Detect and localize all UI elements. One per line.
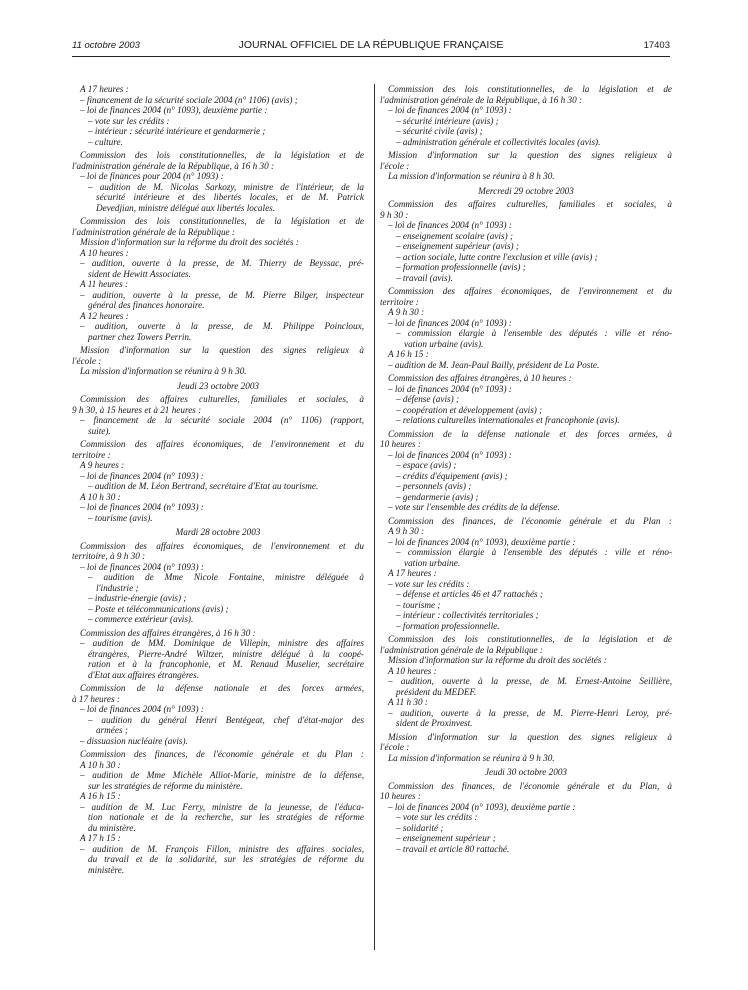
text-line: Commission des lois constitutionnelles, de la législation et de: [388, 84, 672, 94]
text-line: sur les stratégies de réforme du ministère.: [88, 780, 243, 791]
text-line: ration et à la francophonie, et M. Renaud Muselier, secrétaire: [88, 659, 364, 669]
journal-title: JOURNAL OFFICIEL DE LA RÉPUBLIQUE FRANÇAISE: [238, 39, 504, 51]
text-line: La mission d'information se réunira à 9 h 30.: [388, 752, 555, 763]
text-line: l'école :: [380, 742, 410, 752]
text-line: – industrie-énergie (avis) ;: [88, 593, 187, 603]
text-line: Commission des lois constitutionnelles, de la législation et de: [80, 216, 364, 226]
text-line: vation urbaine (avis).: [404, 338, 484, 349]
text-line: armées ;: [96, 725, 128, 735]
date-heading: Mercredi 29 octobre 2003: [478, 185, 574, 196]
text-line: – formation professionnelle.: [396, 620, 500, 631]
text-line: – audition de Mme Michèle Alliot-Marie, ministre de la défense,: [80, 770, 364, 780]
text-line: – audition de M. François Fillon, ministre des affaires sociales,: [80, 843, 364, 854]
text-line: – loi de finances 2004 (n° 1093) :: [80, 704, 204, 714]
text-line: – vote sur les crédits :: [396, 812, 478, 822]
text-line: A 9 heures :: [80, 460, 125, 470]
text-line: territoire :: [380, 296, 419, 307]
text-line: président du MEDEF.: [396, 686, 477, 697]
text-line: A 17 heures :: [80, 84, 129, 94]
date-heading: Mardi 28 octobre 2003: [175, 527, 261, 537]
text-line: vation urbaine.: [404, 557, 461, 568]
text-line: Commission des finances, de l'économie générale et du Plan :: [80, 749, 364, 759]
text-line: – audition, ouverte à la presse, de M. Pierre-Henri Leroy, pré-: [388, 707, 672, 718]
text-line: ministère.: [88, 864, 125, 875]
text-line: A 11 h 30 :: [388, 697, 428, 707]
right-column: [380, 84, 672, 854]
text-line: – loi de finances 2004 (n° 1093), deuxième partie :: [388, 536, 576, 547]
text-line: l'administration générale de la République :: [380, 644, 543, 655]
text-line: sident de Proxinvest.: [396, 718, 473, 728]
text-line: Devedjian, ministre délégué aux libertés locales.: [96, 202, 276, 213]
text-line: – enseignement supérieur ;: [396, 833, 496, 843]
text-line: – loi de finances 2004 (n° 1093) :: [388, 383, 512, 394]
text-line: – défense (avis) ;: [396, 394, 460, 404]
text-line: – commerce extérieur (avis).: [88, 614, 194, 624]
text-line: tion nationale et de la recherche, sur les stratégies de réforme: [88, 812, 364, 822]
text-line: – loi de finances 2004 (n° 1093) :: [388, 105, 512, 115]
text-line: Commission des finances, de l'économie générale et du Plan, à: [388, 780, 672, 791]
text-line: Commission des lois constitutionnelles, de la législation et de: [388, 634, 672, 644]
text-line: – intérieur : collectivités territoriales ;: [396, 610, 539, 620]
text-line: – audition de Mme Nicole Fontaine, ministre déléguée à: [88, 572, 364, 582]
text-line: A 10 h 30 :: [80, 491, 121, 502]
text-line: l'administration générale de la République, à 16 h 30 :: [380, 94, 583, 105]
text-line: – audition de M. Nicolas Sarkozy, ministre de l'intérieur, de la: [88, 181, 364, 192]
text-line: Commission des affaires économiques, de l'environnement et du: [80, 439, 364, 449]
text-line: – loi de finances 2004 (n° 1093) :: [388, 449, 512, 460]
text-line: l'industrie ;: [96, 582, 139, 593]
text-line: l'école :: [380, 160, 410, 171]
page-header: [72, 39, 670, 55]
text-line: – travail et article 80 rattaché.: [396, 843, 510, 854]
text-line: Commission des affaires économiques, de l'environnement et du: [388, 286, 672, 296]
text-line: La mission d'information se réunira à 9 h 30.: [80, 366, 247, 376]
text-line: – personnels (avis) ;: [396, 481, 472, 491]
text-line: Mission d'information sur la réforme du droit des sociétés :: [388, 655, 607, 665]
text-line: – financement de la sécurité sociale 2004 (n° 1106) (rapport,: [80, 415, 364, 425]
text-line: – sécurité intérieure (avis) ;: [396, 115, 499, 126]
text-line: – défense et articles 46 et 47 rattachés ;: [396, 589, 543, 599]
text-line: – intérieur : sécurité intérieure et gendarmerie ;: [88, 126, 266, 136]
text-line: – relations culturelles internationales et francophonie (avis).: [396, 415, 620, 425]
text-line: sident de Hewitt Associates.: [88, 268, 191, 279]
text-line: – loi de finances 2004 (n° 1093) :: [80, 470, 204, 481]
text-line: 10 heures :: [380, 791, 421, 801]
text-line: A 16 h 15 :: [388, 349, 429, 359]
text-line: du travail et de la solidarité, sur les stratégies de réforme du: [88, 854, 364, 864]
text-line: – loi de finances pour 2004 (n° 1093) :: [80, 171, 224, 181]
text-line: A 10 heures :: [388, 665, 437, 676]
text-line: A 9 h 30 :: [388, 307, 425, 317]
text-line: – audition, ouverte à la presse, de M. Pierre Bilger, inspecteur: [80, 289, 364, 300]
text-line: Commission des affaires économiques, de l'environnement et du: [80, 540, 364, 551]
text-line: Commission des affaires culturelles, familiales et sociales, à: [80, 394, 364, 404]
text-line: – Poste et télécommunications (avis) ;: [88, 603, 229, 614]
text-line: Mission d'information sur la réforme du droit des sociétés :: [80, 237, 299, 247]
text-line: A 10 heures :: [80, 247, 129, 258]
text-line: Mission d'information sur la question des signes religieux à: [80, 345, 364, 355]
header-date: 11 octobre 2003: [72, 40, 140, 51]
text-line: – loi de finances 2004 (n° 1093) :: [388, 220, 512, 230]
date-heading: Jeudi 23 octobre 2003: [176, 380, 260, 391]
text-line: – audition du général Henri Bentégeat, chef d'état-major des: [88, 714, 364, 725]
text-line: – formation professionnelle (avis) ;: [396, 262, 526, 272]
text-line: A 12 heures :: [80, 310, 129, 321]
text-line: – administration générale et collectivités locales (avis).: [396, 136, 601, 147]
text-line: – loi de finances 2004 (n° 1093), deuxième partie :: [80, 105, 268, 115]
text-line: A 9 h 30 :: [388, 526, 425, 536]
text-line: – financement de la sécurité sociale 2004 (n° 1106) (avis) ;: [80, 94, 298, 105]
text-line: – vote sur les crédits :: [388, 578, 470, 589]
left-column: [72, 84, 364, 875]
text-line: A 16 h 15 :: [80, 791, 121, 801]
text-line: – tourisme ;: [396, 599, 441, 610]
date-heading: Jeudi 30 octobre 2003: [484, 767, 568, 777]
text-line: – solidarité ;: [396, 822, 444, 833]
text-line: 9 h 30, à 15 heures et à 21 heures :: [72, 404, 202, 415]
text-line: d'Etat aux affaires étrangères.: [88, 669, 200, 680]
text-line: A 10 h 30 :: [80, 759, 121, 770]
text-line: – travail (avis).: [396, 272, 453, 283]
text-line: – culture.: [88, 136, 123, 147]
text-line: – audition de MM. Dominique de Villepin, ministre des affaires: [80, 638, 364, 648]
text-line: – sécurité civile (avis) ;: [396, 126, 483, 136]
column-divider: [374, 84, 375, 950]
text-line: – audition, ouverte à la presse, de M. Ernest-Antoine Seillière,: [388, 676, 672, 686]
text-line: Commission des lois constitutionnelles, de la législation et de: [80, 150, 364, 160]
text-line: suite).: [88, 425, 111, 436]
text-line: – tourisme (avis).: [88, 512, 153, 523]
text-line: Commission de la défense nationale et des forces armées,: [80, 683, 364, 693]
text-line: – audition de M. Jean-Paul Bailly, président de La Poste.: [388, 359, 600, 370]
text-line: étrangères, Pierre-André Wiltzer, ministre délégué à la coopé-: [88, 648, 364, 659]
page-number: 17403: [643, 40, 670, 51]
text-line: – audition, ouverte à la presse, de M. Thierry de Beyssac, pré-: [80, 258, 364, 268]
text-line: A 17 h 15 :: [80, 833, 121, 843]
text-line: – commission élargie à l'ensemble des députés : ville et réno-: [396, 547, 672, 557]
header-rule: [72, 56, 670, 57]
text-line: – coopération et développement (avis) ;: [396, 404, 543, 415]
text-line: 10 heures :: [380, 439, 421, 449]
text-line: Commission des affaires culturelles, familiales et sociales, à: [388, 199, 672, 209]
text-line: du ministère.: [88, 822, 136, 833]
text-line: – vote sur l'ensemble des crédits de la défense.: [388, 502, 560, 512]
text-line: Commission de la défense nationale et des forces armées, à: [388, 428, 672, 439]
text-line: – loi de finances 2004 (n° 1093) :: [80, 502, 204, 512]
text-line: La mission d'information se réunira à 8 h 30.: [388, 171, 555, 181]
text-line: partner chez Towers Perrin.: [88, 331, 192, 342]
text-line: – gendarmerie (avis) ;: [396, 491, 479, 502]
text-line: territoire :: [72, 449, 111, 460]
text-line: – audition, ouverte à la presse, de M. Philippe Poincloux,: [80, 321, 364, 331]
text-line: – audition de M. Luc Ferry, ministre de la jeunesse, de l'éduca-: [80, 801, 364, 812]
text-line: – espace (avis) ;: [396, 460, 457, 470]
text-line: – loi de finances 2004 (n° 1093) :: [80, 561, 204, 572]
text-line: général des finances honoraire.: [88, 300, 205, 310]
text-line: A 17 heures :: [388, 568, 437, 578]
text-line: – crédits d'équipement (avis) ;: [396, 470, 508, 481]
text-line: – enseignement scolaire (avis) ;: [396, 230, 514, 241]
text-line: – loi de finances 2004 (n° 1093), deuxième partie :: [388, 801, 576, 812]
text-line: sécurité intérieure et des libertés locales, et de M. Patrick: [96, 192, 364, 202]
text-line: – enseignement supérieur (avis) ;: [396, 241, 519, 251]
text-line: à 17 heures :: [72, 693, 120, 704]
text-line: – loi de finances 2004 (n° 1093) :: [388, 317, 512, 328]
text-line: – audition de M. Léon Bertrand, secrétaire d'Etat au tourisme.: [88, 481, 319, 491]
text-line: 9 h 30 :: [380, 209, 409, 220]
text-line: Mission d'information sur la question des signes religieux à: [388, 731, 672, 742]
text-line: Commission des affaires étrangères, à 10 heures :: [388, 373, 572, 383]
text-line: l'école :: [72, 355, 102, 366]
text-line: – action sociale, lutte contre l'exclusion et ville (avis) ;: [396, 251, 598, 262]
text-line: Commission des affaires étrangères, à 16 h 30 :: [80, 627, 256, 638]
text-line: – commission élargie à l'ensemble des députés : ville et réno-: [396, 328, 672, 338]
text-line: territoire, à 9 h 30 :: [72, 551, 146, 561]
text-line: l'administration générale de la République :: [72, 226, 235, 237]
text-line: A 11 heures :: [80, 279, 129, 289]
text-line: – vote sur les crédits :: [88, 115, 170, 126]
text-line: – dissuasion nucléaire (avis).: [80, 735, 188, 746]
text-line: l'administration générale de la République, à 16 h 30 :: [72, 160, 275, 171]
text-line: Mission d'information sur la question des signes religieux à: [388, 150, 672, 160]
text-line: Commission des finances, de l'économie générale et du Plan :: [388, 515, 672, 526]
